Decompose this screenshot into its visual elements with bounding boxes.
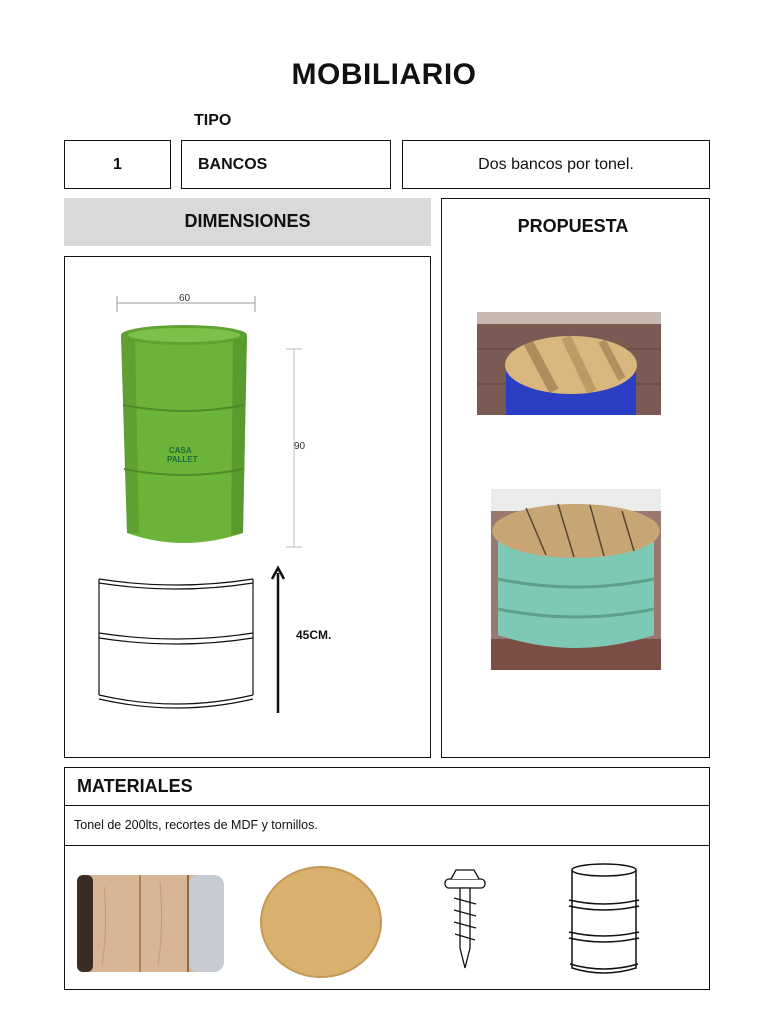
page-title: MOBILIARIO <box>291 58 477 91</box>
height-label: 90 <box>294 441 306 452</box>
photo-blue-barrel-bench <box>477 312 661 415</box>
barrel-brand-line1: CASA <box>169 446 192 455</box>
half-barrel-outline <box>99 579 253 708</box>
item-description: Dos bancos por tonel. <box>402 140 710 189</box>
barrel-drawing-icon <box>569 864 639 973</box>
green-barrel <box>121 325 247 543</box>
photo-teal-barrel-table <box>491 489 661 670</box>
materials-description: Tonel de 200lts, recortes de MDF y tornillos. <box>74 818 318 832</box>
materials-divider <box>64 805 710 806</box>
seat-height-label: 45CM. <box>296 628 332 642</box>
dimensions-panel <box>64 256 431 758</box>
barrel-dimensions-drawing <box>65 257 430 757</box>
materials-title: MATERIALES <box>77 776 193 796</box>
item-type: BANCOS <box>181 140 391 189</box>
materials-images <box>64 846 710 990</box>
width-label: 60 <box>179 293 191 304</box>
item-number: 1 <box>64 140 171 189</box>
proposal-photos <box>442 199 709 757</box>
screw-icon <box>445 870 485 968</box>
proposal-panel <box>441 198 710 758</box>
wood-planks-image <box>77 875 224 972</box>
dimensions-header: DIMENSIONES <box>64 198 431 246</box>
proposal-title: PROPUESTA <box>517 216 629 236</box>
mdf-disc-image <box>261 867 381 977</box>
tipo-label: TIPO <box>194 112 232 129</box>
barrel-brand-line2: PALLET <box>167 455 198 464</box>
